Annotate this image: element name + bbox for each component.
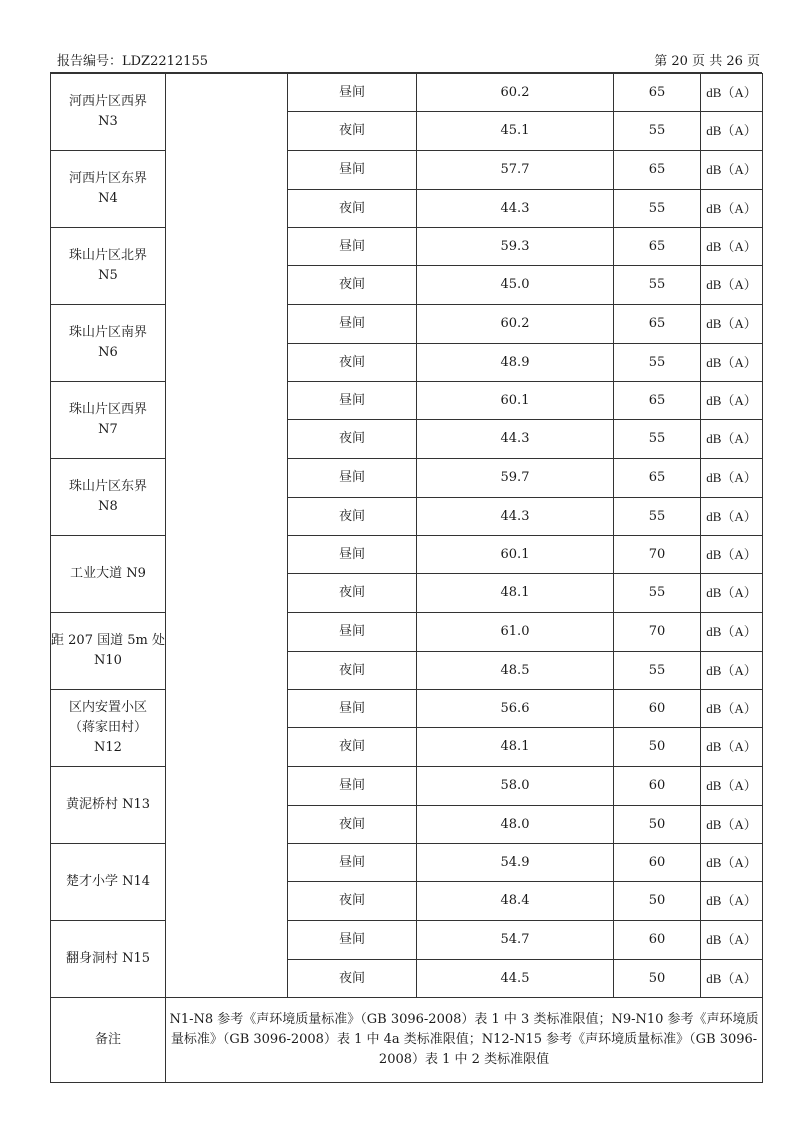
location-cell xyxy=(51,921,166,998)
limit-cell: 65 xyxy=(614,228,701,266)
location-cell xyxy=(51,151,166,228)
note-text: N1-N8 参考《声环境质量标准》（GB 3096-2008）表 1 中 3 类标准限值；N9-N10 参考《声环境质量标准》（GB 3096-2008）表 1 中 4a 类标准限值；N12-N15 参考《声环境质量标准》（GB 3096-2008）表 1 中 2 类标准限值 xyxy=(169,1012,759,1067)
unit-cell: dB（A） xyxy=(701,882,763,921)
unit-cell: dB（A） xyxy=(701,498,763,536)
table-row xyxy=(51,151,763,190)
value-cell: 54.7 xyxy=(417,921,614,960)
limit-cell: 55 xyxy=(614,190,701,228)
location-cell xyxy=(51,690,166,767)
unit-cell: dB（A） xyxy=(701,690,763,728)
value-cell: 61.0 xyxy=(417,613,614,652)
value-cell: 48.4 xyxy=(417,882,614,921)
value-cell: 48.1 xyxy=(417,574,614,613)
table-row xyxy=(51,382,763,420)
period-cell: 昼间 xyxy=(288,613,417,652)
note-cell xyxy=(166,998,763,1083)
value-cell: 60.2 xyxy=(417,74,614,112)
limit-cell: 50 xyxy=(614,728,701,767)
value-cell: 44.3 xyxy=(417,498,614,536)
period-cell: 夜间 xyxy=(288,574,417,613)
note-label: 备注 xyxy=(51,998,166,1083)
limit-cell: 55 xyxy=(614,266,701,305)
location-line: 河西片区东界 xyxy=(68,171,147,186)
value-cell: 60.2 xyxy=(417,305,614,344)
limit-cell: 50 xyxy=(614,806,701,844)
period-cell: 夜间 xyxy=(288,960,417,998)
period-cell: 夜间 xyxy=(288,266,417,305)
period-cell: 夜间 xyxy=(288,190,417,228)
limit-cell: 55 xyxy=(614,344,701,382)
limit-cell: 60 xyxy=(614,921,701,960)
limit-cell: 65 xyxy=(614,151,701,190)
table-row xyxy=(51,690,763,728)
location-cell xyxy=(51,767,166,844)
location-cell xyxy=(51,228,166,305)
location-line: 距 207 国道 5m 处 xyxy=(51,633,165,648)
period-cell: 昼间 xyxy=(288,459,417,498)
unit-cell: dB（A） xyxy=(701,613,763,652)
location-line: N4 xyxy=(98,191,118,206)
value-cell: 59.3 xyxy=(417,228,614,266)
period-cell: 昼间 xyxy=(288,382,417,420)
table-row xyxy=(51,536,763,574)
value-cell: 58.0 xyxy=(417,767,614,806)
location-line: 楚才小学 N14 xyxy=(65,874,151,889)
location-cell xyxy=(51,382,166,459)
unit-cell: dB（A） xyxy=(701,151,763,190)
unit-cell: dB（A） xyxy=(701,728,763,767)
unit-cell: dB（A） xyxy=(701,844,763,882)
location-line: 区内安置小区 xyxy=(68,700,147,715)
location-line: N3 xyxy=(98,114,118,129)
limit-cell: 70 xyxy=(614,536,701,574)
value-cell: 44.3 xyxy=(417,190,614,228)
limit-cell: 65 xyxy=(614,382,701,420)
value-cell: 45.0 xyxy=(417,266,614,305)
value-cell: 54.9 xyxy=(417,844,614,882)
location-cell xyxy=(51,613,166,690)
unit-cell: dB（A） xyxy=(701,921,763,960)
period-cell: 昼间 xyxy=(288,767,417,806)
value-cell: 60.1 xyxy=(417,536,614,574)
location-cell xyxy=(51,74,166,151)
value-cell: 44.5 xyxy=(417,960,614,998)
location-line: N7 xyxy=(98,422,118,437)
limit-cell: 55 xyxy=(614,498,701,536)
location-line: 河西片区西界 xyxy=(68,94,147,109)
value-cell: 60.1 xyxy=(417,382,614,420)
table-row xyxy=(51,459,763,498)
unit-cell: dB（A） xyxy=(701,574,763,613)
location-line: 珠山片区北界 xyxy=(68,248,147,263)
unit-cell: dB（A） xyxy=(701,266,763,305)
location-line: 珠山片区西界 xyxy=(68,402,147,417)
period-cell: 夜间 xyxy=(288,882,417,921)
table-row xyxy=(51,228,763,266)
unit-cell: dB（A） xyxy=(701,767,763,806)
location-line: 工业大道 N9 xyxy=(70,566,146,581)
table-body xyxy=(51,74,763,998)
unit-cell: dB（A） xyxy=(701,536,763,574)
table-row xyxy=(51,613,763,652)
limit-cell: 65 xyxy=(614,459,701,498)
limit-cell: 65 xyxy=(614,74,701,112)
location-line: N10 xyxy=(94,653,122,668)
period-cell: 昼间 xyxy=(288,305,417,344)
limit-cell: 50 xyxy=(614,960,701,998)
period-cell: 昼间 xyxy=(288,74,417,112)
location-cell xyxy=(51,844,166,921)
unit-cell: dB（A） xyxy=(701,74,763,112)
period-cell: 夜间 xyxy=(288,728,417,767)
limit-cell: 65 xyxy=(614,305,701,344)
limit-cell: 55 xyxy=(614,574,701,613)
period-cell: 夜间 xyxy=(288,652,417,690)
period-cell: 昼间 xyxy=(288,844,417,882)
period-cell: 昼间 xyxy=(288,228,417,266)
location-line: N6 xyxy=(98,345,118,360)
period-cell: 昼间 xyxy=(288,536,417,574)
value-cell: 44.3 xyxy=(417,420,614,459)
period-cell: 夜间 xyxy=(288,806,417,844)
unit-cell: dB（A） xyxy=(701,652,763,690)
limit-cell: 60 xyxy=(614,690,701,728)
period-cell: 昼间 xyxy=(288,921,417,960)
value-cell: 48.5 xyxy=(417,652,614,690)
merged-blank-column xyxy=(166,74,288,998)
limit-cell: 60 xyxy=(614,767,701,806)
location-line: N8 xyxy=(98,499,118,514)
unit-cell: dB（A） xyxy=(701,420,763,459)
period-cell: 夜间 xyxy=(288,344,417,382)
table-row xyxy=(51,305,763,344)
unit-cell: dB（A） xyxy=(701,382,763,420)
noise-results-table xyxy=(50,73,763,1083)
location-cell xyxy=(51,305,166,382)
limit-cell: 50 xyxy=(614,882,701,921)
page-number: 第 20 页 共 26 页 xyxy=(654,54,760,69)
period-cell: 夜间 xyxy=(288,112,417,151)
unit-cell: dB（A） xyxy=(701,190,763,228)
location-line: N5 xyxy=(98,268,118,283)
value-cell: 56.6 xyxy=(417,690,614,728)
period-cell: 昼间 xyxy=(288,151,417,190)
location-line: （蒋家田村） xyxy=(68,720,147,735)
location-line: 珠山片区南界 xyxy=(68,325,147,340)
period-cell: 夜间 xyxy=(288,420,417,459)
table-row xyxy=(51,767,763,806)
location-cell xyxy=(51,536,166,613)
table-row xyxy=(51,844,763,882)
limit-cell: 55 xyxy=(614,112,701,151)
value-cell: 48.1 xyxy=(417,728,614,767)
unit-cell: dB（A） xyxy=(701,806,763,844)
location-cell xyxy=(51,459,166,536)
value-cell: 48.0 xyxy=(417,806,614,844)
table-row xyxy=(51,921,763,960)
unit-cell: dB（A） xyxy=(701,344,763,382)
value-cell: 59.7 xyxy=(417,459,614,498)
limit-cell: 55 xyxy=(614,652,701,690)
unit-cell: dB（A） xyxy=(701,112,763,151)
unit-cell: dB（A） xyxy=(701,228,763,266)
location-line: 珠山片区东界 xyxy=(68,479,147,494)
unit-cell: dB（A） xyxy=(701,960,763,998)
limit-cell: 70 xyxy=(614,613,701,652)
period-cell: 昼间 xyxy=(288,690,417,728)
location-line: N12 xyxy=(94,740,122,755)
value-cell: 57.7 xyxy=(417,151,614,190)
unit-cell: dB（A） xyxy=(701,459,763,498)
location-line: 黄泥桥村 N13 xyxy=(65,797,151,812)
value-cell: 48.9 xyxy=(417,344,614,382)
limit-cell: 60 xyxy=(614,844,701,882)
unit-cell: dB（A） xyxy=(701,305,763,344)
table-row xyxy=(51,74,763,112)
report-number: 报告编号：LDZ2212155 xyxy=(57,54,208,69)
value-cell: 45.1 xyxy=(417,112,614,151)
period-cell: 夜间 xyxy=(288,498,417,536)
location-line: 翻身洞村 N15 xyxy=(65,951,151,966)
limit-cell: 55 xyxy=(614,420,701,459)
page-header xyxy=(57,50,760,72)
